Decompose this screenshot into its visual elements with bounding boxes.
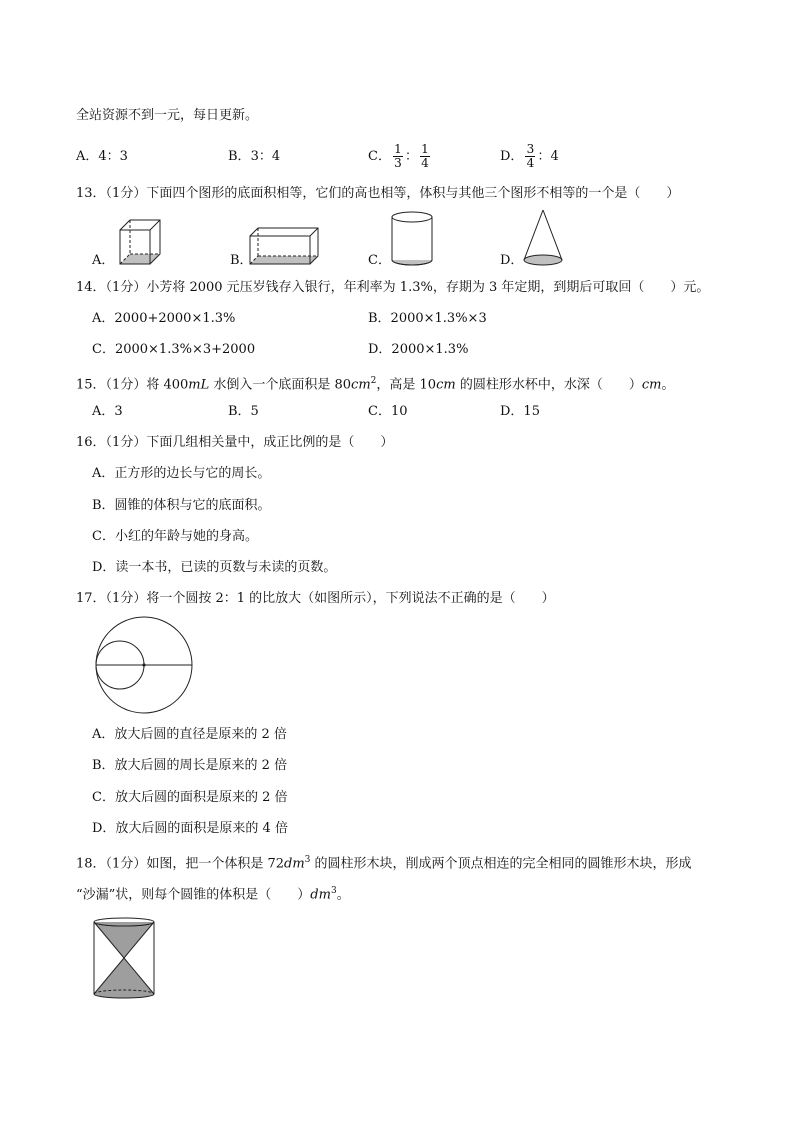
fraction-numerator: 1 bbox=[421, 142, 429, 156]
q18-stem-line2 bbox=[76, 882, 350, 904]
q12-option-c-fraction-1 bbox=[393, 143, 403, 170]
q13-stem: 13．（1分）下面四个图形的底面积相等，它们的高也相等，体积与其他三个图形不相等的一个是（ ） bbox=[76, 186, 680, 201]
q17-option-c: C．放大后圆的面积是原来的 2 倍 bbox=[92, 790, 288, 805]
q15-stem-part: 水倒入一个底面积是 80 bbox=[209, 377, 352, 393]
fraction-numerator: 3 bbox=[526, 142, 535, 156]
ratio-separator: ： bbox=[404, 149, 418, 164]
q12-option-c-fraction-2 bbox=[420, 143, 430, 170]
q15-option-d: D．15 bbox=[500, 404, 540, 419]
cone-figure bbox=[520, 208, 566, 268]
q14-stem: 14．（1分）小芳将 2000 元压岁钱存入银行，年利率为 1.3%，存期为 3 年定期，到期后可取回（ ）元。 bbox=[76, 280, 710, 295]
q17-option-b: B．放大后圆的周长是原来的 2 倍 bbox=[92, 758, 288, 773]
q13-option-c-label: C． bbox=[368, 253, 391, 268]
q14-option-a: A．2000+2000×1.3% bbox=[92, 311, 236, 326]
q15-stem-part: 15．（1分）将 400 bbox=[76, 377, 189, 393]
q12-option-a bbox=[76, 148, 128, 166]
q12-option-a-letter: A． bbox=[76, 149, 99, 164]
fraction-denominator: 4 bbox=[526, 156, 535, 170]
fraction-denominator: 3 bbox=[394, 156, 402, 170]
q18-stem-part: “沙漏”状，则每个圆锥的体积是（ ） bbox=[76, 887, 311, 903]
q18-stem-part: 。 bbox=[336, 887, 350, 903]
q15-stem bbox=[76, 372, 674, 394]
q16-option-d: D．读一本书，已读的页数与未读的页数。 bbox=[92, 560, 337, 575]
q12-option-b-letter: B． bbox=[228, 149, 251, 164]
unit-dm: dm bbox=[284, 856, 305, 872]
fraction-denominator: 4 bbox=[421, 156, 429, 170]
q15-stem-part: 。 bbox=[661, 377, 675, 393]
unit-cm: cm bbox=[351, 377, 371, 393]
ratio-tail: 4 bbox=[550, 149, 559, 164]
unit-cm: cm bbox=[436, 377, 456, 393]
superscript: 2 bbox=[370, 376, 377, 386]
q18-stem-part: 的圆柱形木块，削成两个顶点相连的完全相同的圆锥形木块，形成 bbox=[310, 856, 692, 872]
q12-option-a-text: 4：3 bbox=[98, 149, 128, 164]
superscript: 3 bbox=[304, 855, 311, 865]
unit-cm: cm bbox=[641, 377, 662, 393]
q14-option-c: C．2000×1.3%×3+2000 bbox=[92, 342, 256, 357]
fraction-numerator: 1 bbox=[394, 142, 402, 156]
cylinder-figure bbox=[388, 210, 436, 268]
hourglass-figure bbox=[92, 916, 156, 1000]
q17-stem: 17．（1分）将一个圆按 2：1 的比放大（如图所示），下列说法不正确的是（ ） bbox=[76, 591, 555, 606]
cuboid-figure bbox=[246, 224, 322, 266]
header-note: 全站资源不到一元，每日更新。 bbox=[76, 108, 259, 123]
q12-option-d-letter: D． bbox=[500, 149, 524, 164]
unit-dm: dm bbox=[310, 887, 331, 903]
q15-option-b: B．5 bbox=[228, 404, 259, 419]
q12-option-b bbox=[228, 148, 280, 166]
q13-option-d-label: D． bbox=[500, 253, 524, 268]
q15-option-a: A．3 bbox=[92, 404, 123, 419]
q16-option-c: C．小红的年龄与她的身高。 bbox=[92, 529, 258, 544]
superscript: 3 bbox=[330, 886, 337, 896]
q15-option-c: C．10 bbox=[368, 404, 408, 419]
q16-option-b: B．圆锥的体积与它的底面积。 bbox=[92, 498, 271, 513]
q18-stem-line1 bbox=[76, 851, 692, 873]
circle-enlargement-figure bbox=[92, 616, 198, 716]
q12-option-b-text: 3：4 bbox=[250, 149, 281, 164]
q12-option-c bbox=[368, 141, 432, 173]
q13-option-b-label: B． bbox=[230, 253, 253, 268]
q18-stem-part: 18．（1分）如图，把一个体积是 72 bbox=[76, 856, 284, 872]
ratio-separator: ： bbox=[537, 149, 551, 164]
q16-stem: 16．（1分）下面几组相关量中，成正比例的是（ ） bbox=[76, 435, 394, 450]
q17-option-a: A．放大后圆的直径是原来的 2 倍 bbox=[92, 727, 287, 742]
q12-option-d bbox=[500, 141, 559, 173]
q15-stem-part: 的圆柱形水杯中，水深（ ） bbox=[455, 377, 642, 393]
q15-stem-part: ，高是 10 bbox=[376, 377, 437, 393]
q17-option-d: D．放大后圆的面积是原来的 4 倍 bbox=[92, 821, 288, 836]
unit-ml: mL bbox=[188, 377, 210, 393]
q12-option-d-fraction bbox=[525, 143, 535, 170]
q14-option-b: B．2000×1.3%×3 bbox=[368, 311, 487, 326]
q16-option-a: A．正方形的边长与它的周长。 bbox=[92, 466, 271, 481]
q12-option-c-letter: C． bbox=[368, 149, 391, 164]
q13-option-a-label: A． bbox=[92, 253, 115, 268]
q14-option-d: D．2000×1.3% bbox=[368, 342, 469, 357]
cube-figure bbox=[114, 218, 164, 268]
